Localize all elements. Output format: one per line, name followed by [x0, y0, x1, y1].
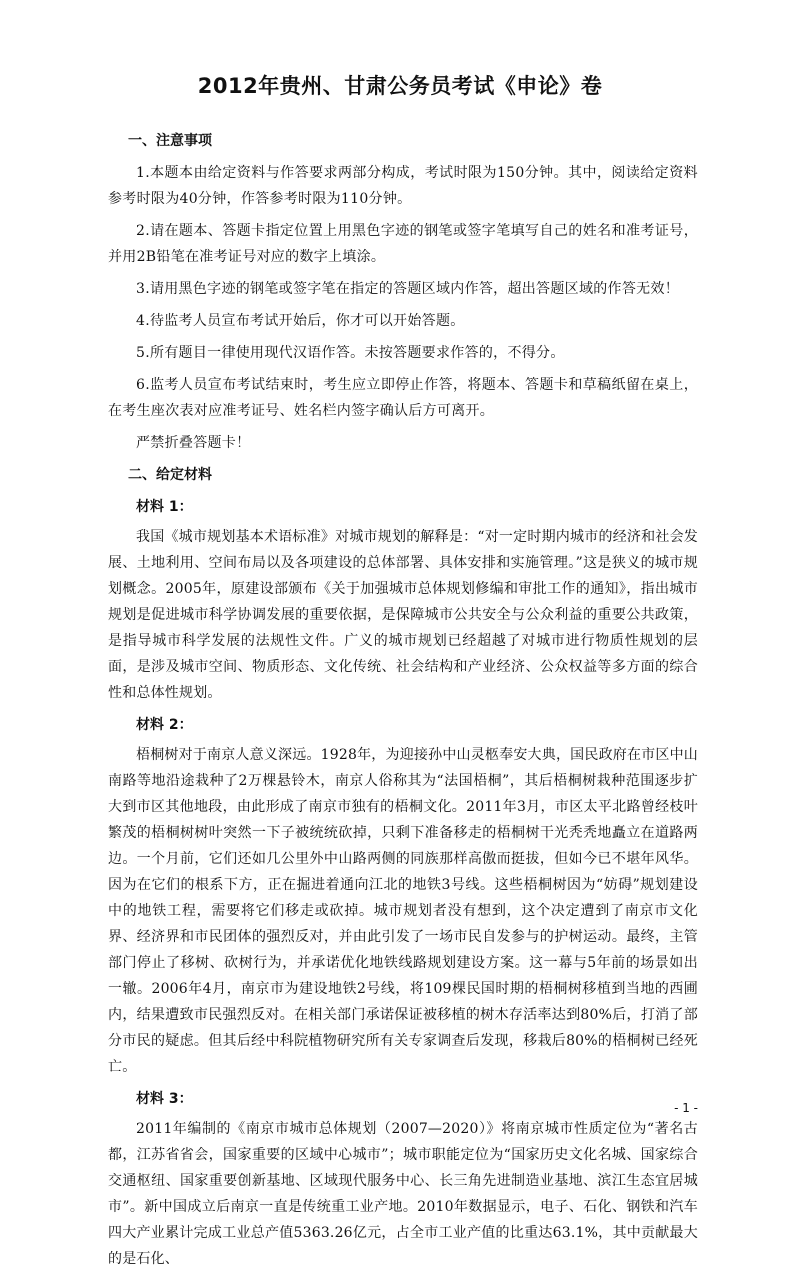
note-item: 5.所有题目一律使用现代汉语作答。未按答题要求作答的，不得分。: [136, 345, 565, 361]
note-warning: 严禁折叠答题卡！: [136, 435, 251, 451]
page-title: 2012年贵州、甘肃公务员考试《申论》卷: [197, 74, 603, 98]
note-item: 3.请用黑色字迹的钢笔或签字笔在指定的答题区域内作答，超出答题区域的作答无效！: [136, 281, 680, 297]
section-heading-notes: 一、注意事项: [128, 133, 212, 149]
material-paragraph: 2011年编制的《南京市城市总体规划（2007—2020）》将南京城市性质定位为“著名古都，江苏省省会，国家重要的区域中心城市”；城市职能定位为“国家历史文化名城、国家综合交通枢纽、国家重要创新基地、区域现代服务中心、长三角先进制造业基地、滨江生态宜居城市”。新中国成立后南京一直是传统重工业产地。2010年数据显示，电子、石化、钢铁和汽车四大产业累计完成工业总产值5363.26亿元，占全市工业产值的比重达63.1%，其中贡献最大的是石化、: [108, 1121, 698, 1267]
document-body: [108, 126, 698, 1278]
section-heading-materials: 二、给定材料: [128, 467, 212, 483]
note-item: 6.监考人员宣布考试结束时，考生应立即停止作答，将题本、答题卡和草稿纸留在桌上，在考生座次表对应准考证号、姓名栏内签字确认后方可离开。: [108, 377, 698, 419]
page-number: - 1 -: [674, 1101, 698, 1115]
material-title: 材料 3：: [136, 1091, 193, 1107]
note-item: 1.本题本由给定资料与作答要求两部分构成，考试时限为150分钟。其中，阅读给定资料参考时限为40分钟，作答参考时限为110分钟。: [108, 165, 698, 207]
material-title: 材料 2：: [136, 717, 193, 733]
material-paragraph: 我国《城市规划基本术语标准》对城市规划的解释是：“对一定时期内城市的经济和社会发展、土地利用、空间布局以及各项建设的总体部署、具体安排和实施管理。”这是狭义的城市规划概念。2005年，原建设部颁布《关于加强城市总体规划修编和审批工作的通知》，指出城市规划是促进城市科学协调发展的重要依据，是保障城市公共安全与公众利益的重要公共政策，是指导城市科学发展的法规性文件。广义的城市规划已经超越了对城市进行物质性规划的层面，是涉及城市空间、物质形态、文化传统、社会结构和产业经济、公众权益等多方面的综合性和总体性规划。: [108, 529, 698, 701]
material-title: 材料 1：: [136, 499, 193, 515]
material-paragraph: 梧桐树对于南京人意义深远。1928年，为迎接孙中山灵柩奉安大典，国民政府在市区中山南路等地沿途栽种了2万棵悬铃木，南京人俗称其为“法国梧桐”，其后梧桐树栽种范围逐步扩大到市区其他地段，由此形成了南京市独有的梧桐文化。2011年3月，市区太平北路曾经枝叶繁茂的梧桐树树叶突然一下子被统统砍掉，只剩下准备移走的梧桐树干光秃秃地矗立在道路两边。一个月前，它们还如几公里外中山路两侧的同族那样高傲而挺拔，但如今已不堪年风华。因为在它们的根系下方，正在掘进着通向江北的地铁3号线。这些梧桐树因为“妨碍”规划建设中的地铁工程，需要将它们移走或砍掉。城市规划者没有想到，这个决定遭到了南京市文化界、经济界和市民团体的强烈反对，并由此引发了一场市民自发参与的护树运动。最终，主管部门停止了移树、砍树行为，并承诺优化地铁线路规划建设方案。这一幕与5年前的场景如出一辙。2006年4月，南京市为建设地铁2号线，将109棵民国时期的梧桐树移植到当地的西圃内，结果遭致市民强烈反对。在相关部门承诺保证被移植的树木存活率达到80%后，打消了部分市民的疑虑。但其后经中科院植物研究所有关专家调查后发现，移栽后80%的梧桐树已经死亡。: [108, 747, 698, 1075]
note-item: 4.待监考人员宣布考试开始后，你才可以开始答题。: [136, 313, 465, 329]
note-item: 2.请在题本、答题卡指定位置上用黑色字迹的钢笔或签字笔填写自己的姓名和准考证号，并用2B铅笔在准考证号对应的数字上填涂。: [108, 223, 698, 265]
